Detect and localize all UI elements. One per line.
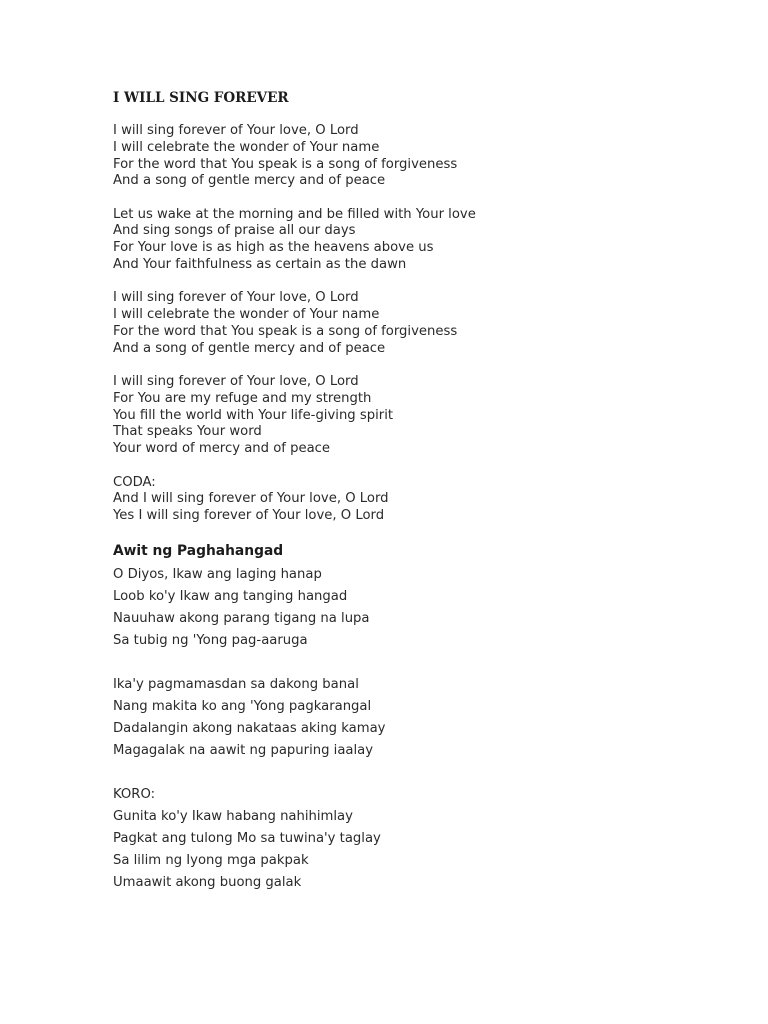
stanza-verse-1 [113, 123, 476, 190]
lyric-line: Pagkat ang tulong Mo sa tuwina'y taglay [113, 831, 381, 846]
lyric-line: Sa lilim ng Iyong mga pakpak [113, 853, 309, 868]
stanza-koro [113, 784, 385, 894]
lyric-line: For Your love is as high as the heavens above us [113, 240, 434, 256]
lyric-line: I will celebrate the wonder of Your name [113, 139, 380, 155]
lyric-line: I will celebrate the wonder of Your name [113, 307, 380, 323]
song-title: I WILL SING FOREVER [113, 90, 289, 106]
lyric-line: Let us wake at the morning and be filled with Your love [113, 206, 476, 222]
lyric-line: And sing songs of praise all our days [113, 223, 356, 239]
lyric-line: For the word that You speak is a song of forgiveness [113, 323, 458, 339]
lyric-line: I will sing forever of Your love, O Lord [113, 290, 359, 306]
stanza-verse-2 [113, 207, 476, 274]
lyric-line: That speaks Your word [113, 424, 262, 440]
stanza-verse-2 [113, 674, 385, 762]
lyric-line: Loob ko'y Ikaw ang tanging hangad [113, 589, 348, 604]
lyric-line: And I will sing forever of Your love, O Lord [113, 491, 389, 507]
lyric-line: Sa tubig ng 'Yong pag-aaruga [113, 633, 308, 648]
lyric-line: O Diyos, Ikaw ang laging hanap [113, 567, 322, 582]
stanza-verse-1 [113, 564, 385, 652]
stanza-coda [113, 475, 476, 525]
lyric-line: And a song of gentle mercy and of peace [113, 173, 386, 189]
lyric-line: And a song of gentle mercy and of peace [113, 340, 386, 356]
lyric-line: For You are my refuge and my strength [113, 390, 372, 406]
lyric-line: You fill the world with Your life-giving spirit [113, 407, 394, 423]
section-label-coda: CODA: [113, 474, 156, 490]
lyric-line: I will sing forever of Your love, O Lord [113, 123, 359, 138]
stanza-verse-3 [113, 290, 476, 357]
lyric-line: For the word that You speak is a song of forgiveness [113, 156, 458, 172]
lyric-line: Umaawit akong buong galak [113, 875, 302, 890]
lyric-line: Nang makita ko ang 'Yong pagkarangal [113, 699, 372, 714]
lyric-line: I will sing forever of Your love, O Lord [113, 374, 359, 390]
stanza-verse-4 [113, 374, 476, 458]
section-label-koro: KORO: [113, 787, 156, 802]
song-i-will-sing-forever [113, 90, 476, 541]
lyric-line: Magagalak na aawit ng papuring iaalay [113, 743, 374, 758]
lyric-line: Nauuhaw akong parang tigang na lupa [113, 611, 370, 626]
lyric-line: Gunita ko'y Ikaw habang nahihimlay [113, 809, 353, 824]
song-title: Awit ng Paghahangad [113, 543, 284, 559]
lyric-line: Your word of mercy and of peace [113, 441, 331, 457]
lyric-line: Yes I will sing forever of Your love, O Lord [113, 508, 385, 524]
lyric-line: And Your faithfulness as certain as the dawn [113, 257, 407, 273]
lyric-line: Ika'y pagmamasdan sa dakong banal [113, 677, 359, 692]
lyric-line: Dadalangin akong nakataas aking kamay [113, 721, 386, 736]
song-awit-ng-paghahangad [113, 542, 385, 916]
